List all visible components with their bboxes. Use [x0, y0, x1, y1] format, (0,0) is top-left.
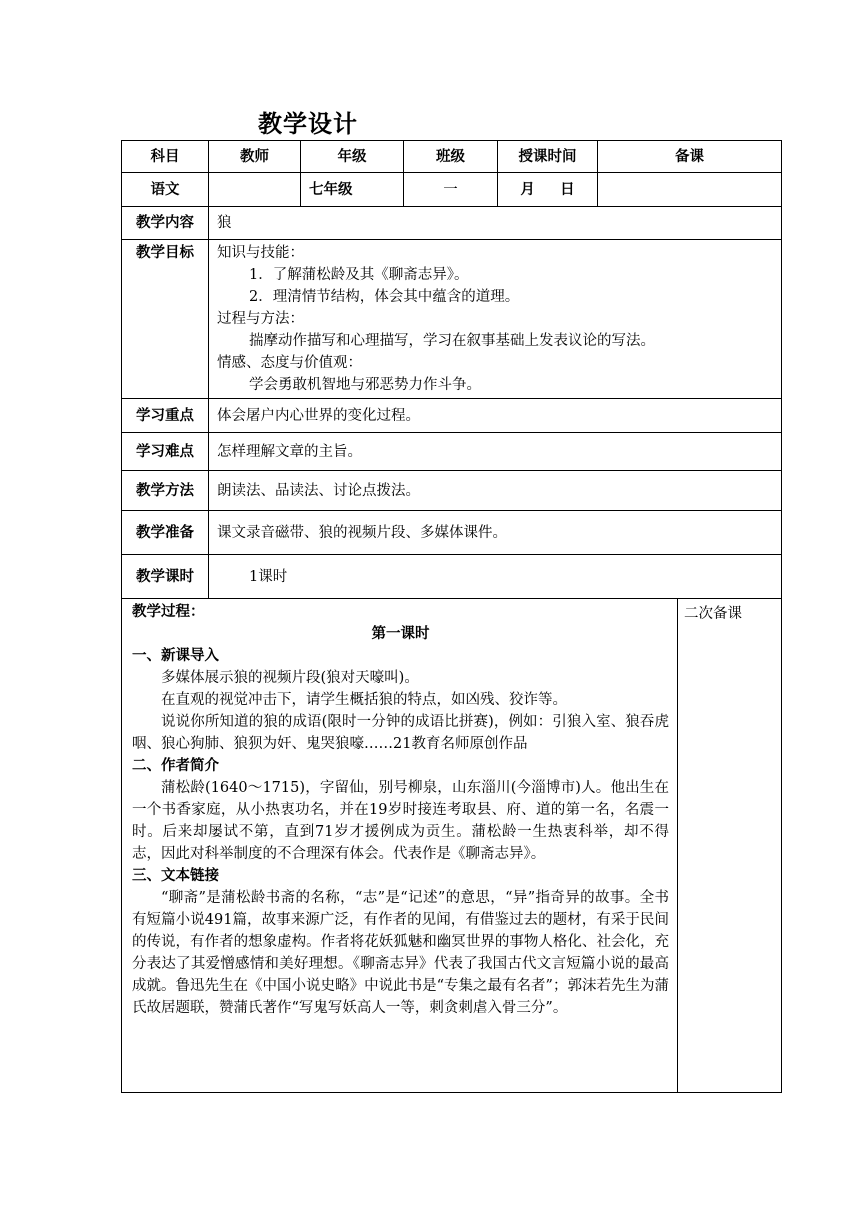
goals-value	[209, 240, 782, 399]
info-row	[122, 173, 782, 207]
content-value: 狼	[209, 207, 782, 240]
header-teacher: 教师	[209, 141, 301, 173]
header-class: 班级	[404, 141, 498, 173]
difficulty-row	[122, 433, 782, 471]
prep-value: 课文录音磁带、狼的视频片段、多媒体课件。	[209, 511, 782, 555]
section-paragraph: 在直观的视觉冲击下，请学生概括狼的特点，如凶残、狡诈等。	[161, 692, 567, 708]
header-row	[122, 141, 782, 173]
hours-row	[122, 555, 782, 599]
goal-line: 知识与技能：	[217, 245, 304, 261]
session-title: 第一课时	[371, 626, 430, 642]
process-content	[122, 599, 678, 1093]
header-grade: 年级	[301, 141, 404, 173]
lesson-plan-table	[121, 140, 782, 1093]
section-heading: 二、作者简介	[132, 758, 219, 774]
document-title: 教学设计	[258, 110, 358, 138]
method-value: 朗读法、品读法、讨论点拨法。	[209, 471, 782, 511]
process-row	[122, 599, 782, 1093]
goal-line: 情感、态度与价值观：	[217, 355, 362, 371]
content-row	[122, 207, 782, 240]
info-month: 月	[520, 181, 535, 198]
header-time: 授课时间	[498, 141, 598, 173]
section-heading: 一、新课导入	[132, 648, 219, 664]
goal-line: 过程与方法：	[217, 311, 304, 327]
second-prep-column	[678, 599, 782, 1093]
difficulty-label: 学习难点	[122, 433, 209, 471]
info-prep	[598, 173, 782, 207]
hours-label: 教学课时	[122, 555, 209, 599]
focus-value: 体会屠户内心世界的变化过程。	[209, 399, 782, 433]
goal-line: 学会勇敢机智地与邪恶势力作斗争。	[249, 377, 481, 393]
goal-line: 2．理清情节结构，体会其中蕴含的道理。	[249, 289, 520, 305]
goals-row	[122, 240, 782, 399]
section-heading: 三、文本链接	[132, 868, 219, 884]
info-subject: 语文	[122, 173, 209, 207]
info-grade: 七年级	[301, 173, 404, 207]
info-teacher	[209, 173, 301, 207]
focus-label: 学习重点	[122, 399, 209, 433]
section-paragraph: 蒲松龄(1640～1715)，字留仙，别号柳泉，山东淄川(今淄博市)人。他出生在一个书香家庭，从小热衷功名，并在19岁时接连考取县、府、道的第一名，名震一时。后来却屡试不第，直到71岁才援例成为贡生。蒲松龄一生热衷科举，却不得志，因此对科举制度的不合理深有体会。代表作是《聊斋志异》。	[132, 780, 669, 862]
method-row	[122, 471, 782, 511]
info-date	[498, 173, 598, 207]
section-paragraph: 说说你所知道的狼的成语(限时一分钟的成语比拼赛)，例如：引狼入室、狼吞虎咽、狼心狗肺、狼狈为奸、鬼哭狼嚎……21教育名师原创作品	[132, 714, 669, 752]
second-prep-label: 二次备课	[684, 606, 742, 622]
content-label: 教学内容	[122, 207, 209, 240]
focus-row	[122, 399, 782, 433]
method-label: 教学方法	[122, 471, 209, 511]
header-prep: 备课	[598, 141, 782, 173]
goal-line: 1．了解蒲松龄及其《聊斋志异》。	[249, 267, 469, 283]
info-class: 一	[404, 173, 498, 207]
goals-label: 教学目标	[122, 240, 209, 399]
difficulty-value: 怎样理解文章的主旨。	[209, 433, 782, 471]
section-paragraph: “聊斋”是蒲松龄书斋的名称，“志”是“记述”的意思，“异”指奇异的故事。全书有短篇小说491篇，故事来源广泛，有作者的见闻，有借鉴过去的题材，有采于民间的传说，有作者的想象虚构。作者将花妖狐魅和幽冥世界的事物人格化、社会化，充分表达了其爱憎感情和美好理想。《聊斋志异》代表了我国古代文言短篇小说的最高成就。鲁迅先生在《中国小说史略》中说此书是“专集之最有名者”；郭沫若先生为蒲氏故居题联，赞蒲氏著作“写鬼写妖高人一等，刺贪刺虐入骨三分”。	[132, 890, 669, 1016]
goal-line: 揣摩动作描写和心理描写，学习在叙事基础上发表议论的写法。	[249, 333, 655, 349]
hours-value: 1课时	[209, 555, 782, 599]
prep-label: 教学准备	[122, 511, 209, 555]
header-subject: 科目	[122, 141, 209, 173]
prep-row	[122, 511, 782, 555]
process-title: 教学过程：	[132, 604, 205, 620]
section-paragraph: 多媒体展示狼的视频片段(狼对天嚎叫)。	[161, 670, 419, 686]
info-day: 日	[560, 181, 575, 198]
